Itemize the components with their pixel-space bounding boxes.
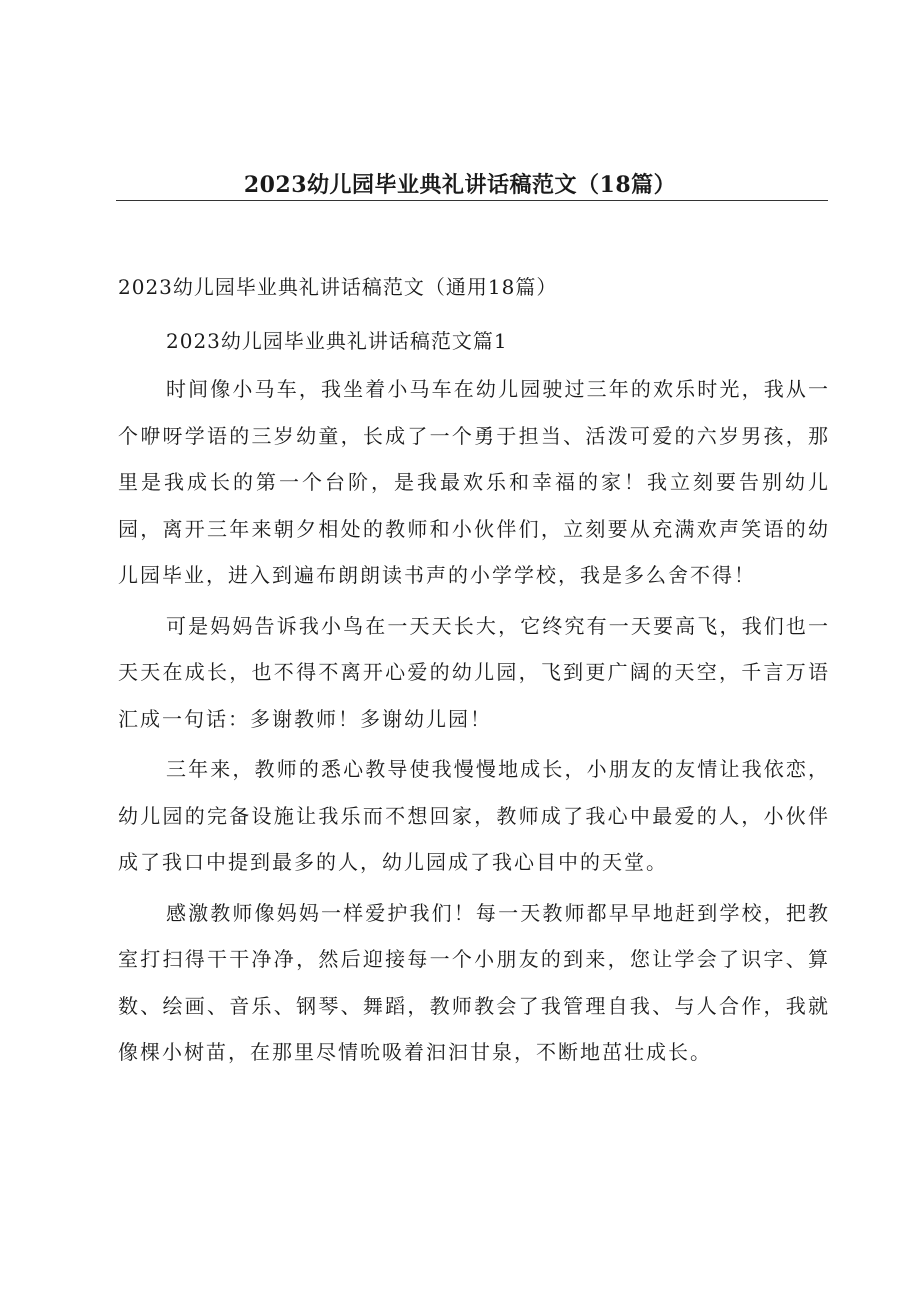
paragraph: 感激教师像妈妈一样爱护我们！每一天教师都早早地赶到学校，把教室打扫得干干净净，然后迎接每一个小朋友的到来，您让学会了识字、算数、绘画、音乐、钢琴、舞蹈，教师教会了我管理自我、与人合作，我就像棵小树苗，在那里尽情吮吸着汩汩甘泉，不断地茁壮成长。 bbox=[118, 900, 830, 1064]
body-text bbox=[118, 366, 830, 1080]
paragraph: 可是妈妈告诉我小鸟在一天天长大，它终究有一天要高飞，我们也一天天在成长，也不得不离开心爱的幼儿园，飞到更广阔的天空，千言万语汇成一句话：多谢教师！多谢幼儿园！ bbox=[118, 613, 830, 731]
document-subtitle: 2023幼儿园毕业典礼讲话稿范文（通用18篇） bbox=[118, 275, 558, 299]
section-heading: 2023幼儿园毕业典礼讲话稿范文篇1 bbox=[166, 329, 508, 353]
document-title: 2023幼儿园毕业典礼讲话稿范文（18篇） bbox=[243, 172, 677, 198]
paragraph: 时间像小马车，我坐着小马车在幼儿园驶过三年的欢乐时光，我从一个咿呀学语的三岁幼童，长成了一个勇于担当、活泼可爱的六岁男孩，那里是我成长的第一个台阶，是我最欢乐和幸福的家！我立刻要告别幼儿园，离开三年来朝夕相处的教师和小伙伴们，立刻要从充满欢声笑语的幼儿园毕业，进入到遍布朗朗读书声的小学学校，我是多么舍不得！ bbox=[118, 377, 830, 587]
paragraph: 三年来，教师的悉心教导使我慢慢地成长，小朋友的友情让我依恋，幼儿园的完备设施让我乐而不想回家，教师成了我心中最爱的人，小伙伴成了我口中提到最多的人，幼儿园成了我心目中的天堂。 bbox=[118, 757, 830, 874]
title-underline-rule bbox=[116, 200, 828, 201]
